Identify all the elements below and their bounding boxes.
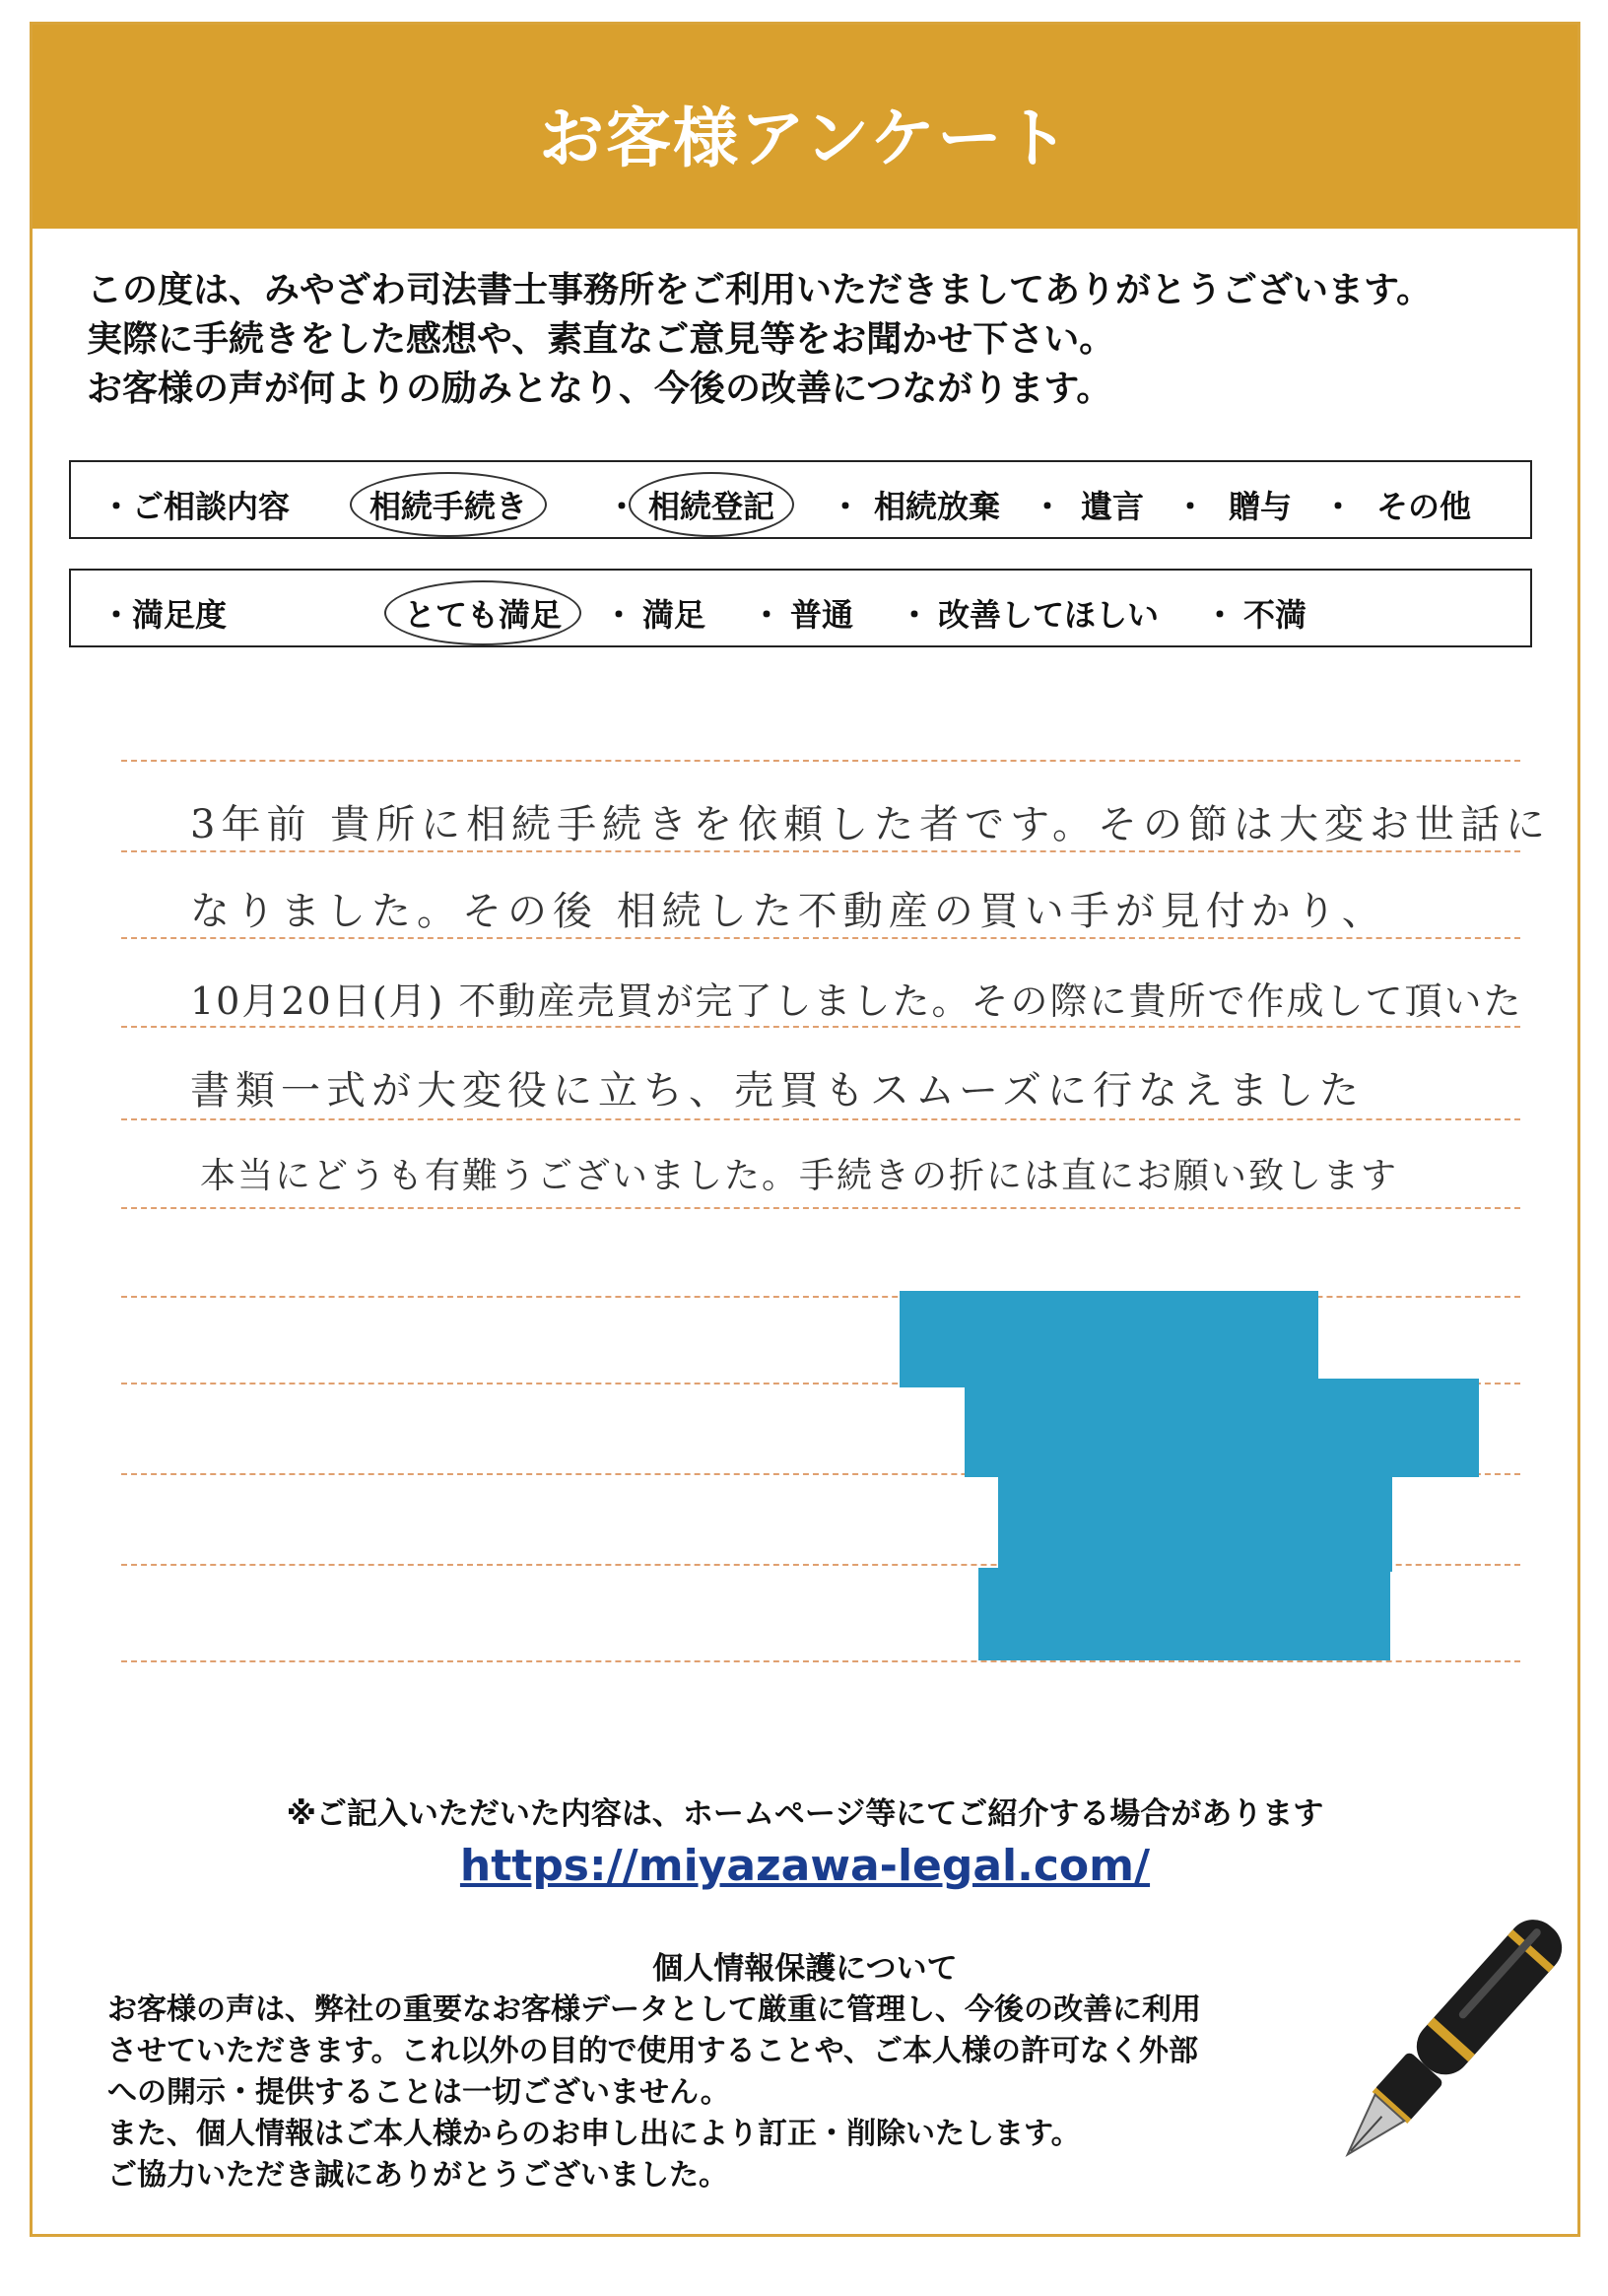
separator-dot: ・ [830, 488, 862, 525]
option-souzoku-touki[interactable]: 相続登記 [629, 472, 794, 537]
option-kaizen[interactable]: 改善してほしい [938, 596, 1160, 634]
handwritten-comment-line: 書類一式が大変役に立ち、売買もスムーズに行なえました [190, 1068, 1365, 1114]
ruled-line [121, 1660, 1520, 1662]
ruled-line [121, 1026, 1520, 1028]
option-zouyo[interactable]: 贈与 [1229, 488, 1293, 525]
handwritten-comment-line: 10月20日(月) 不動産売買が完了しました。その際に貴所で作成して頂いた [190, 979, 1523, 1023]
redaction-tape [998, 1473, 1392, 1572]
handwritten-comment-line: 本当にどうも有難うございました。手続きの折には直にお願い致します [200, 1156, 1399, 1196]
satisfaction-label: ・満足度 [100, 596, 228, 634]
privacy-line: また、個人情報はご本人様からのお申し出により訂正・削除いたします。 [107, 2117, 1081, 2151]
ruled-line [121, 1118, 1520, 1120]
option-fuman[interactable]: 不満 [1243, 596, 1307, 634]
privacy-line: お客様の声は、弊社の重要なお客様データとして厳重に管理し、今後の改善に利用 [107, 1992, 1201, 2027]
ruled-line [121, 850, 1520, 852]
separator-dot: ・ [1032, 488, 1064, 525]
option-yuigon[interactable]: 遺言 [1081, 488, 1145, 525]
consultation-label: ・ご相談内容 [100, 488, 291, 525]
option-souzoku-houki[interactable]: 相続放棄 [874, 488, 1001, 525]
website-link[interactable]: https://miyazawa-legal.com/ [459, 1841, 1151, 1891]
redaction-tape [978, 1568, 1390, 1660]
separator-dot: ・ [751, 596, 783, 634]
intro-line: この度は、みやざわ司法書士事務所をご利用いただきましてありがとうございます。 [87, 270, 1433, 310]
option-manzoku[interactable]: 満足 [642, 596, 706, 634]
option-futsuu[interactable]: 普通 [790, 596, 854, 634]
privacy-text [107, 1990, 1201, 2196]
header-banner [33, 25, 1577, 229]
redaction-tape [900, 1291, 1318, 1387]
ruled-line [121, 937, 1520, 939]
separator-dot: ・ [1322, 488, 1355, 525]
intro-line: 実際に手続きをした感想や、素直なご意見等をお聞かせ下さい。 [87, 319, 1115, 360]
intro-line: お客様の声が何よりの励みとなり、今後の改善につながります。 [87, 369, 1112, 409]
ruled-line [121, 1207, 1520, 1209]
intro-text [87, 266, 1432, 414]
separator-dot: ・ [899, 596, 931, 634]
survey-sheet [30, 22, 1580, 2237]
privacy-line: ご協力いただき誠にありがとうございました。 [107, 2158, 728, 2193]
privacy-line: させていただきます。これ以外の目的で使用することや、ご本人様の許可なく外部 [107, 2034, 1198, 2068]
option-totemo-manzoku[interactable]: とても満足 [384, 580, 581, 645]
separator-dot: ・ [603, 596, 636, 634]
separator-dot: ・ [606, 488, 638, 525]
handwritten-comment-line: 3年前 貴所に相続手続きを依頼した者です。その節は大変お世話に [190, 802, 1551, 847]
privacy-line: への開示・提供することは一切ございません。 [107, 2075, 730, 2110]
option-souzoku-tetsuzuki[interactable]: 相続手続き [350, 472, 547, 537]
separator-dot: ・ [1174, 488, 1207, 525]
handwritten-comment-line: なりました。その後 相続した不動産の買い手が見付かり、 [190, 889, 1387, 934]
redaction-tape [965, 1379, 1479, 1477]
separator-dot: ・ [1204, 596, 1237, 634]
fountain-pen-icon [1308, 1887, 1584, 2202]
consultation-row [69, 460, 1532, 539]
publication-notice: ※ご記入いただいた内容は、ホームページ等にてご紹介する場合があります [286, 1796, 1324, 1832]
satisfaction-row [69, 569, 1532, 647]
privacy-title: 個人情報保護について [652, 1951, 958, 1987]
option-sonota[interactable]: その他 [1376, 488, 1472, 525]
page-title: お客様アンケート [538, 101, 1072, 176]
ruled-line [121, 760, 1520, 762]
